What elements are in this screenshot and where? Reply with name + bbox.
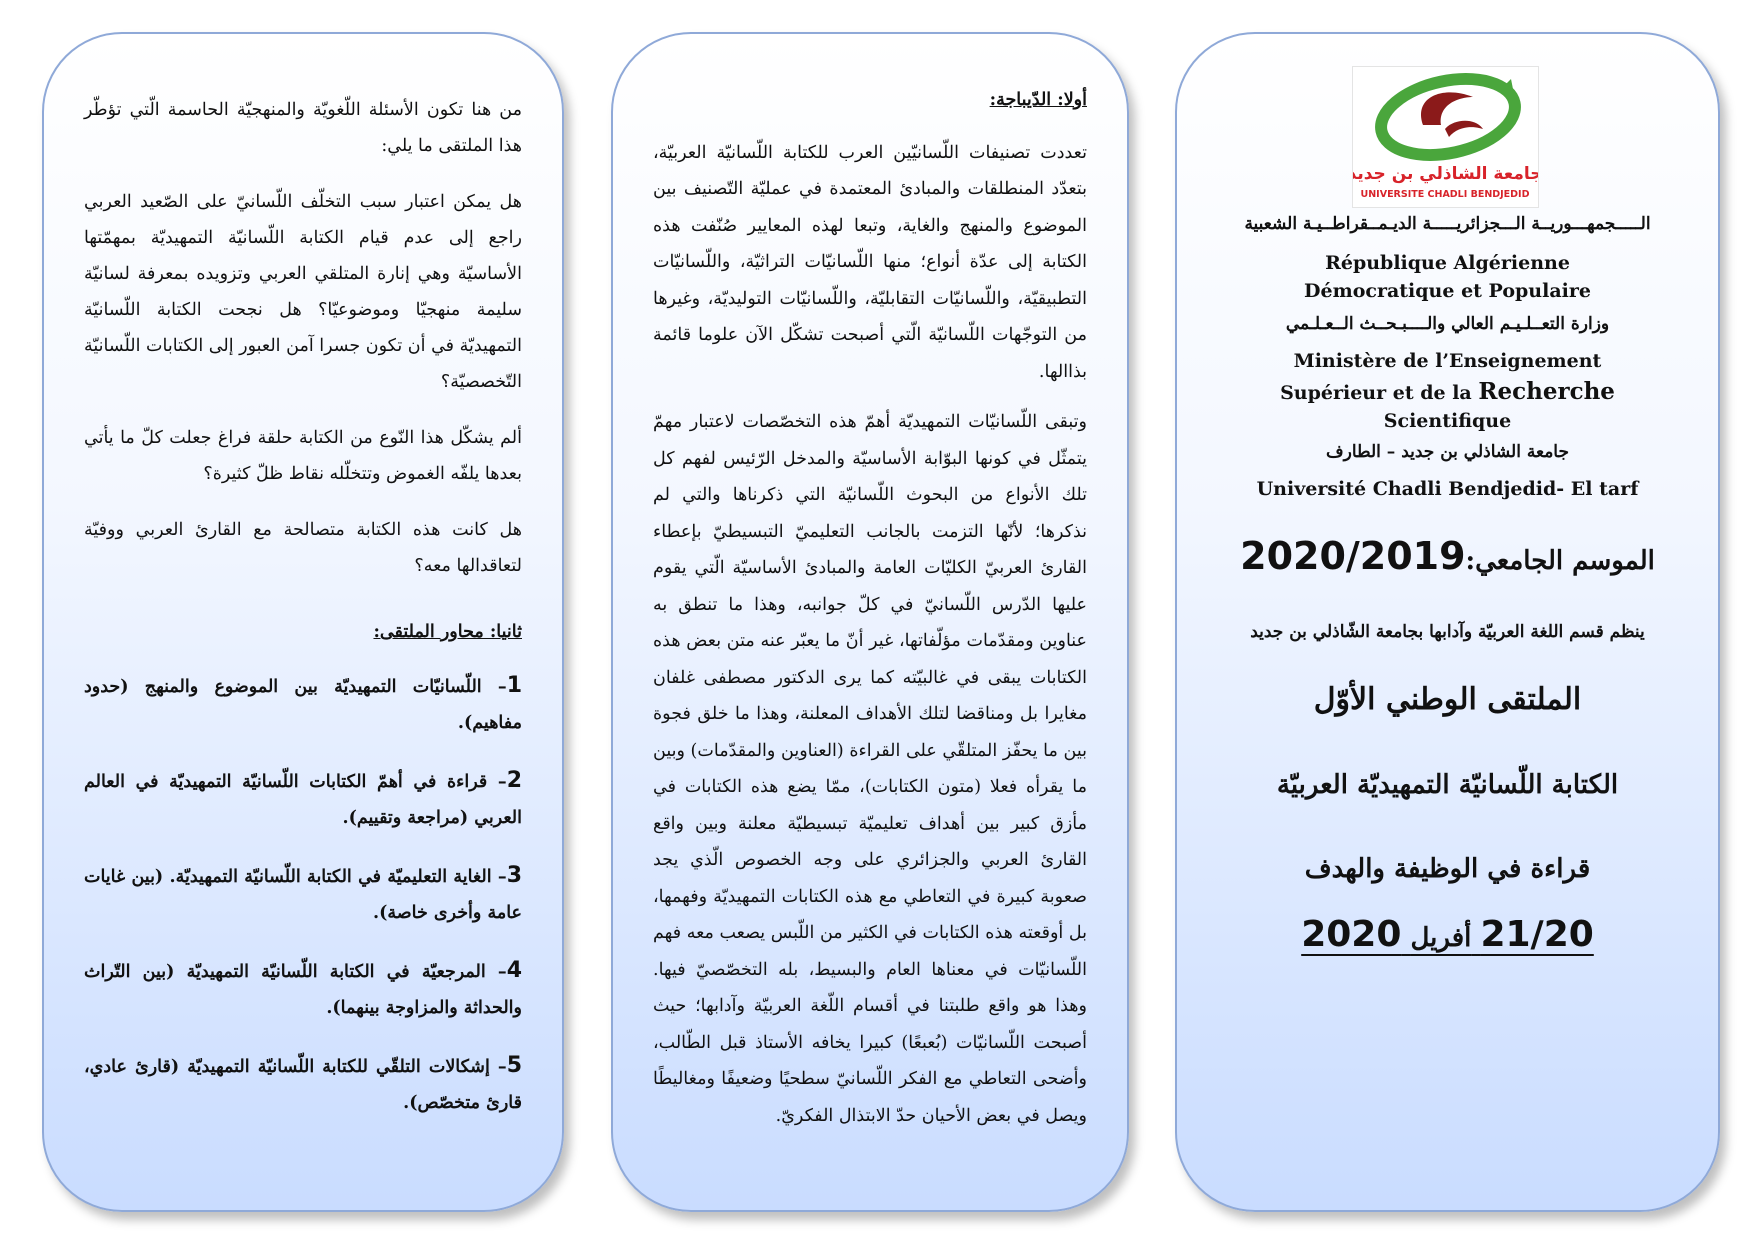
question-1: هل يمكن اعتبار سبب التخلّف اللّسانيّ على الصّعيد العربي راجع إلى عدم قيام الكتابة اللّسانيّة التمهيديّة بمهمّتها الأساسيّة وهي إنارة المتلقي العربي وتزويده بمعرفة لسانيّة سليمة منهجيّا وموضوعيّا؟ هل نجحت الكتابة اللّسانيّة التمهيديّة في أن تكون جسرا آمن العبور إلى الكتابات اللّسانيّة التّخصصيّة؟: [84, 192, 522, 392]
republic-french-line1: République Algérienne: [1325, 252, 1570, 274]
axis-number: 3: [506, 863, 522, 888]
axis-item: [84, 1048, 522, 1121]
university-logo: [1352, 66, 1539, 208]
question-3: هل كانت هذه الكتابة متصالحة مع القارئ العربي ووفيّة لتعاقدالها معه؟: [84, 520, 522, 576]
axis-text: – اللّسانيّات التمهيديّة بين الموضوع والمنهج (حدود مفاهيم).: [84, 677, 522, 733]
axis-number: 1: [506, 673, 522, 698]
university-french: Université Chadli Bendjedid- El tarf: [1256, 478, 1639, 500]
preamble-heading: أولا: الدّيباجة:: [989, 90, 1087, 110]
forum-title: الملتقى الوطني الأوّل: [1313, 682, 1582, 717]
event-date: [1207, 914, 1688, 955]
season-year: 2020/2019: [1240, 534, 1466, 578]
subtopic-title: قراءة في الوظيفة والهدف: [1304, 854, 1591, 884]
panel-left: [42, 32, 564, 1212]
date-month: أفريل: [1410, 923, 1472, 953]
logo-text-french: UNIVERSITE CHADLI BENDJEDID: [1360, 189, 1530, 200]
ministry-french-line1: Ministère de l’Enseignement: [1293, 350, 1602, 372]
axis-number: 2: [506, 768, 522, 793]
panel-right: [1175, 32, 1720, 1212]
ministry-arabic: وزارة التعــلـيـم العالي والــــبـحــث الــعـلـمي: [1285, 314, 1610, 334]
axis-item: [84, 858, 522, 931]
panel-middle: [611, 32, 1129, 1212]
axis-text: – الغاية التعليميّة في الكتابة اللّسانيّة التمهيديّة. (بين غايات عامة وأخرى خاصة).: [84, 867, 522, 923]
preamble-paragraph-1: تعددت تصنيفات اللّسانيّين العرب للكتابة اللّسانيّة العربيّة، بتعدّد المنطلقات والمبادئ المعتمدة في عمليّة التّصنيف بين الموضوع والمنهج والغاية، وتبعا لهذه المعايير صُنّفت هذه الكتابة إلى عدّة أنواع؛ منها اللّسانيّات التراثيّة، واللّسانيّات التطبيقيّة، واللّسانيّات التقابليّة، واللّسانيّات التوليديّة، وغيرها من التوجّهات اللّسانيّة الّتي أصبحت تشكّل الآن علوما قائمة بذاالها.: [653, 142, 1087, 382]
ministry-french-line3: Scientifique: [1383, 410, 1512, 432]
university-logo-graphic: [1353, 67, 1538, 207]
logo-text-arabic: جامعة الشاذلي بن جديد: [1353, 164, 1538, 184]
axis-item: [84, 953, 522, 1026]
axis-number: 5: [506, 1053, 522, 1078]
ministry-french-line2a: Supérieur et de la: [1280, 382, 1479, 404]
axis-item: [84, 668, 522, 741]
date-days: 21/20: [1480, 914, 1594, 955]
axes-title: ثانيا: محاور الملتقى:: [373, 622, 522, 642]
question-2: ألم يشكّل هذا النّوع من الكتابة حلقة فراغ جعلت كلّ ما يأتي بعدها يلفّه الغموض وتتخلّله نقاط ظلّ كثيرة؟: [84, 428, 522, 484]
topic-title: الكتابة اللّسانيّة التمهيديّة العربيّة: [1276, 770, 1619, 800]
middle-content: [653, 82, 1087, 1148]
university-arabic: جامعة الشاذلي بن جديد – الطارف: [1326, 442, 1569, 462]
academic-season: [1207, 534, 1688, 578]
axis-text: – المرجعيّة في الكتابة اللّسانيّة التمهيديّة (بين التّراث والحداثة والمزاوجة بينهما).: [84, 962, 522, 1018]
left-content: [84, 92, 522, 1143]
axis-text: – إشكالات التلقّي للكتابة اللّسانيّة التمهيديّة (قارئ عادي، قارئ متخصّص).: [84, 1057, 522, 1113]
axis-number: 4: [506, 958, 522, 983]
axis-text: – قراءة في أهمّ الكتابات اللّسانيّة التمهيديّة في العالم العربي (مراجعة وتقييم).: [84, 772, 522, 828]
ministry-french-line2b: Recherche: [1478, 378, 1615, 405]
preamble-paragraph-2: وتبقى اللّسانيّات التمهيديّة أهمّ هذه التخصّصات لاعتبار مهمّ يتمثّل في كونها البوّابة الأساسيّة والمدخل الرّئيس لفهم كل تلك الأنواع من البحوث اللّسانيّة التي ذكرناها والتي لم نذكرها؛ لأنّها التزمت بالجانب التعليميّ التبسيطيّ بإعطاء القارئ العربيّ الكليّات العامة والمبادئ الأساسيّة الّتي يقوم عليها الدّرس اللّسانيّ في كلّ جوانبه، وهذا ما تنطق به عناوين ومقدّمات مؤلّفاتها، غير أنّ ما يعبّر عنه متن بعض هذه الكتابات يبقى في غالبيّته كما يرى الدكتور مصطفى غلفان مغايرا بل ومناقضا لتلك الأهداف المعلنة، وهذا ما خلق فجوة بين ما يحفّز المتلقّي على القراءة (العناوين والمقدّمات) وبين ما يقرأه فعلا (متون الكتابات)، ممّا يضع هذه الكتابات في مأزق كبير بين أهداف تعليميّة تبسيطيّة معلنة وبين واقع القارئ العربي والجزائري على وجه الخصوص الّذي يجد صعوبة كبيرة في التعاطي مع هذه الكتابات التمهيديّة وفهمها، بل أوقعته هذه الكتابات في الكثير من اللّبس يصعب معه فهم اللّسانيّات في معناها العام والبسيط، بله التخصّصيّ فيها. وهذا هو واقع طلبتنا في أقسام اللّغة العربيّة وآدابها؛ حيث أصبحت اللّسانيّات (بُعبعًا) كبيرا يخافه الأستاذ قبل الطّالب، وأضحى التعاطي مع الفكر اللّسانيّ سطحيًا وضعيفًا ومغاليطًا ويصل في بعض الأحيان حدّ الابتذال الفكريّ.: [653, 412, 1087, 1126]
season-label: الموسم الجامعي:: [1465, 546, 1655, 576]
axis-item: [84, 763, 522, 836]
date-year: 2020: [1301, 914, 1402, 955]
ministry-french-line2: [1207, 378, 1688, 405]
organizer-text: ينظم قسم اللغة العربيّة وآدابها بجامعة الشّاذلي بن جديد: [1250, 622, 1645, 642]
republic-french-line2: Démocratique et Populaire: [1304, 280, 1591, 302]
republic-arabic: الـــــجمهـــوريــة الـــجزائريـــــة الديـمــقراطــيـة الشعبية: [1244, 214, 1651, 234]
intro-text: من هنا تكون الأسئلة اللّغويّة والمنهجيّة الحاسمة الّتي تؤطّر هذا الملتقى ما يلي:: [84, 100, 522, 156]
